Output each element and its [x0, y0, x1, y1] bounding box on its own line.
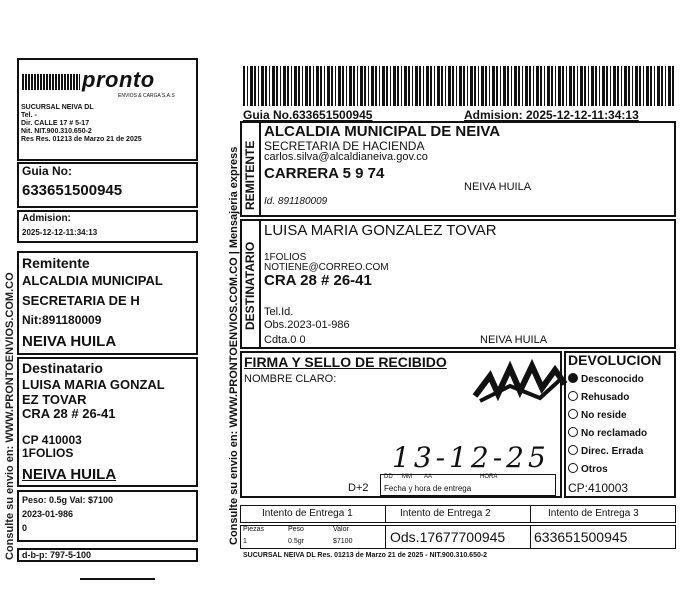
- radio-filled-icon: [568, 373, 578, 383]
- radio-empty-icon: [568, 445, 578, 455]
- date-col-mm: MM: [402, 474, 412, 480]
- stub-recipient-line: EZ TOVAR: [22, 392, 87, 407]
- attempt-label: Intento de Entrega 1: [262, 508, 353, 519]
- return-option-label: Desconocido: [581, 374, 644, 385]
- delivery-date-caption: Fecha y hora de entrega: [384, 484, 472, 493]
- stub-sender-city: NEIVA HUILA: [22, 333, 117, 350]
- signature-date-handwritten: 13-12-25: [392, 441, 550, 474]
- stub-office-info: [21, 104, 142, 144]
- office-line: SUCURSAL NEIVA DL: [21, 104, 94, 111]
- admission-line: Admision: 2025-12-12-11:34:13: [464, 108, 639, 122]
- header-piezas: Piezas: [243, 526, 265, 533]
- main-side-text: Consulte su envio en: WWW.PRONTOENVIOS.COM.CO | Mensajeria express: [228, 146, 240, 545]
- radio-empty-icon: [568, 409, 578, 419]
- signature-name-label: NOMBRE CLARO:: [244, 373, 337, 385]
- logo-subtitle: ENVIOS & CARGA S.A.S: [118, 93, 175, 99]
- stub-sender-label: Remitente: [22, 255, 90, 271]
- sender-tab-divider: [259, 121, 261, 217]
- return-option-label: Otros: [581, 464, 608, 475]
- office-line: Res Res. 01213 de Marzo 21 de 2025: [21, 136, 142, 143]
- radio-empty-icon: [568, 427, 578, 437]
- return-option-label: Rehusado: [581, 392, 630, 403]
- recipient-folios: 1FOLIOS: [264, 252, 307, 263]
- office-line: Dir. CALLE 17 # 5-17: [21, 120, 90, 127]
- stub-recipient-label: Destinatario: [22, 360, 103, 376]
- guide-barcode: [243, 66, 675, 106]
- recipient-address: CRA 28 # 26-41: [264, 272, 372, 289]
- sender-name: ALCALDIA MUNICIPAL DE NEIVA: [264, 123, 501, 140]
- recipient-tab-label: DESTINATARIO: [243, 241, 257, 330]
- stub-sender-line: ALCALDIA MUNICIPAL: [22, 273, 163, 288]
- recipient-email: NOTIENE@CORREO.COM: [264, 262, 389, 273]
- stub-weight-value: Peso: 0.5g Val: $7100: [22, 495, 114, 505]
- value-piezas: 1: [243, 538, 247, 545]
- radio-empty-icon: [568, 463, 578, 473]
- date-col-hora: HORA: [480, 474, 498, 480]
- stub-bottom-rule: [80, 578, 155, 580]
- stub-recipient-extra: 1FOLIOS: [22, 446, 74, 460]
- return-option: [568, 373, 644, 385]
- form-footer: SUCURSAL NEIVA DL Res. 01213 de Marzo 21 de 2025 - NIT.900.310.650-2: [243, 552, 488, 559]
- sender-address: CARRERA 5 9 74: [264, 165, 385, 182]
- return-option-label: Direc. Errada: [581, 446, 644, 457]
- sender-id: Id. 891180009: [264, 196, 328, 207]
- attempt-divider: [530, 505, 531, 523]
- bottom-divider: [530, 525, 531, 549]
- attempt-label: Intento de Entrega 3: [548, 508, 639, 519]
- stub-recipient-extra: CP 410003: [22, 433, 82, 447]
- stub-weight-zero: 0: [22, 523, 28, 533]
- value-valor: $7100: [333, 538, 353, 545]
- return-option: [568, 409, 627, 421]
- sender-city: NEIVA HUILA: [464, 181, 532, 193]
- bottom-divider: [385, 525, 386, 549]
- stub-footer-code: d-b-p: 797-5-100: [22, 550, 92, 560]
- attempt-divider: [385, 505, 386, 523]
- return-option: [568, 427, 647, 439]
- recipient-tel: Tel.Id.: [264, 306, 294, 318]
- recipient-tab-divider: [259, 219, 261, 349]
- bottom-guide: 633651500945: [534, 529, 628, 545]
- stub-weight-date: 2023-01-986: [22, 509, 74, 519]
- date-col-aa: AA: [424, 474, 433, 480]
- date-col-dd: DD: [384, 474, 393, 480]
- return-title: DEVOLUCION: [568, 352, 662, 368]
- stub-side-text: Consulte su envio en: WWW.PRONTOENVIOS.COM.CO: [4, 272, 16, 560]
- logo-barcode-mark: [22, 74, 80, 90]
- signature-title: FIRMA Y SELLO DE RECIBIDO: [244, 354, 447, 370]
- stub-sender-line: Nit:891180009: [22, 313, 102, 327]
- sender-dept: SECRETARIA DE HACIENDA: [264, 139, 425, 153]
- bottom-ods: Ods.17677700945: [390, 529, 506, 545]
- recipient-obs: Obs.2023-01-986: [264, 319, 350, 331]
- signature-d2: D+2: [348, 482, 369, 494]
- header-valor: Valor: [333, 526, 349, 533]
- header-peso: Peso: [288, 526, 304, 533]
- return-option: [568, 391, 629, 403]
- pronto-logo: [22, 67, 192, 100]
- attempt-label: Intento de Entrega 2: [400, 508, 491, 519]
- return-option-label: No reclamado: [581, 428, 648, 439]
- guide-line: Guia No.633651500945: [243, 108, 373, 122]
- stub-admission-label: Admision:: [22, 213, 71, 224]
- stub-guide-label: Guia No:: [22, 164, 72, 178]
- return-option: [568, 445, 643, 457]
- stub-guide-number: 633651500945: [22, 182, 123, 199]
- return-option-label: No reside: [581, 410, 627, 421]
- return-cp: CP:410003: [568, 481, 629, 495]
- stub-recipient-city: NEIVA HUILA: [22, 466, 117, 483]
- office-line: Tel. -: [21, 112, 37, 119]
- stub-recipient-line: LUISA MARIA GONZAL: [22, 377, 165, 392]
- signature-scribble: [470, 356, 570, 406]
- value-peso: 0.5gr: [288, 538, 304, 545]
- radio-empty-icon: [568, 391, 578, 401]
- return-option: [568, 463, 608, 475]
- stub-recipient-line: CRA 28 # 26-41: [22, 406, 116, 421]
- recipient-name: LUISA MARIA GONZALEZ TOVAR: [264, 222, 497, 239]
- stub-sender-line: SECRETARIA DE H: [22, 293, 140, 308]
- sender-tab-label: REMITENTE: [243, 140, 257, 210]
- logo-text: pronto: [82, 67, 155, 92]
- office-line: Nit. NIT.900.310.650-2: [21, 128, 92, 135]
- recipient-cdta: Cdta.0 0: [264, 334, 306, 346]
- sender-email: carlos.silva@alcaldianeiva.gov.co: [264, 151, 428, 163]
- stub-admission-date: 2025-12-12-11:34:13: [22, 228, 98, 237]
- recipient-city: NEIVA HUILA: [480, 334, 548, 346]
